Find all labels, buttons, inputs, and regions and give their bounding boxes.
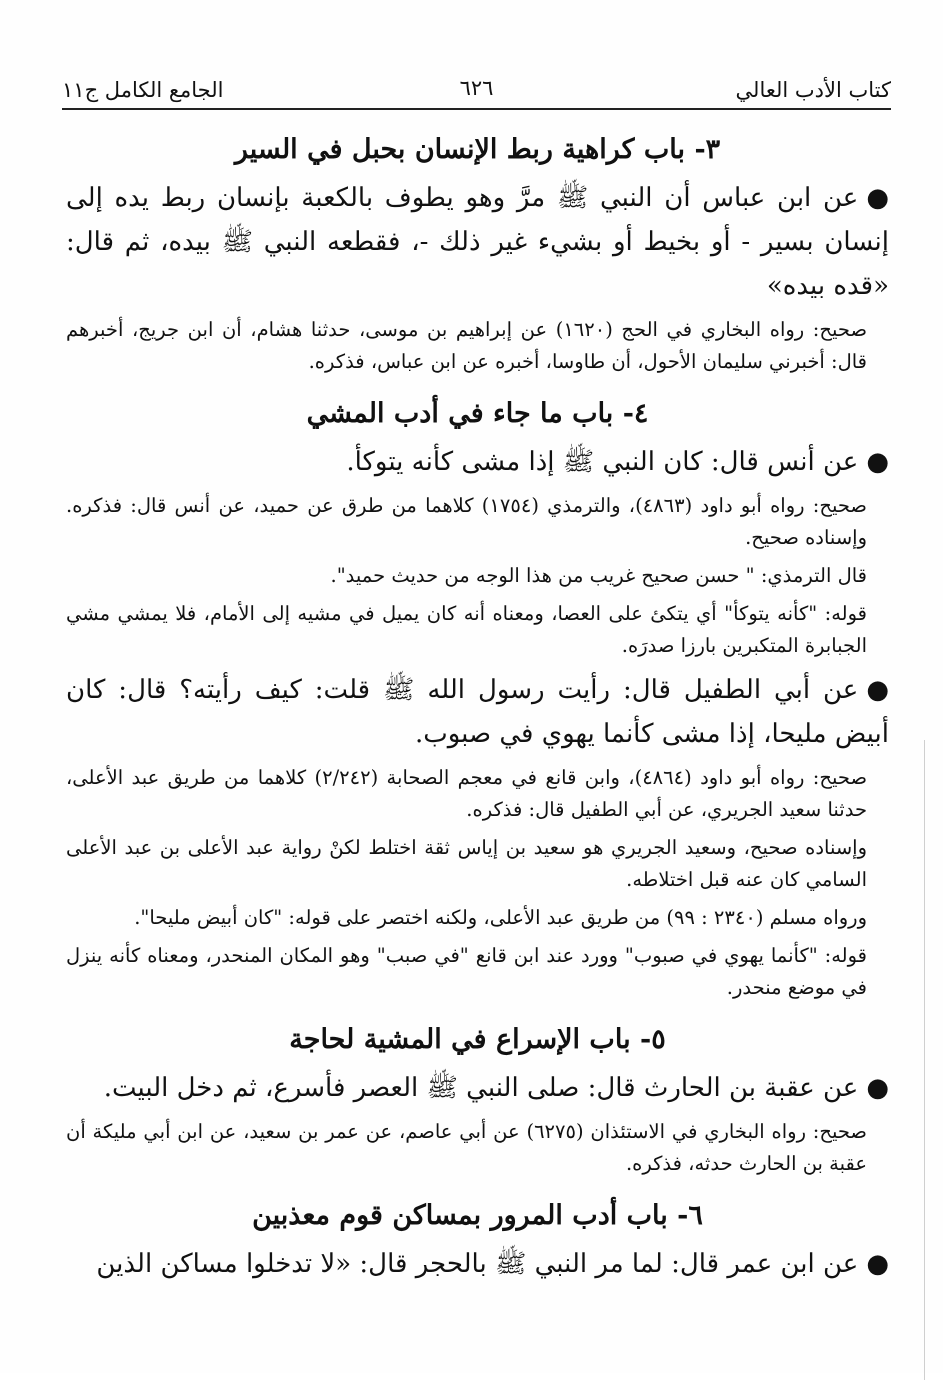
hadith-text bbox=[66, 668, 889, 756]
bullet-icon: ● bbox=[866, 447, 889, 477]
hadith-text bbox=[66, 1066, 889, 1110]
hadith-body: عن ابن عباس أن النبي ﷺ مرَّ وهو يطوف بالكعبة بإنسان ربط يده إلى إنسان بسير - أو بخيط أو بشيء غير ذلك -، فقطعه النبي ﷺ بيده، ثم قال: «قده بيده» bbox=[66, 183, 889, 301]
bullet-icon: ● bbox=[866, 1073, 889, 1103]
takhrij-note: صحيح: رواه البخاري في الاستئذان (٦٢٧٥) عن أبي عاصم، عن عمر بن سعيد، عن ابن أبي مليكة أن عقبة بن الحارث حدثه، فذكره. bbox=[66, 1120, 867, 1175]
bullet-icon: ● bbox=[866, 675, 889, 705]
chapter-heading: ٥- باب الإسراع في المشية لحاجة bbox=[289, 1024, 666, 1055]
takhrij-note: صحيح: رواه أبو داود (٤٨٦٣)، والترمذي (١٧٥٤) كلاهما من طرق عن حميد، عن أنس قال: فذكره. وإسناده صحيح. bbox=[66, 494, 867, 549]
commentary-note: وإسناده صحيح، وسعيد الجريري هو سعيد بن إياس ثقة اختلط لكنْ رواية عبد الأعلى بن عبد الأعلى السامي كان عنه قبل اختلاطه. bbox=[66, 836, 867, 891]
takhrij-note: صحيح: رواه أبو داود (٤٨٦٤)، وابن قانع في معجم الصحابة (٢/٢٤٢) كلاهما من طريق عبد الأعلى، حدثنا سعيد الجريري، عن أبي الطفيل قال: فذكره. bbox=[66, 766, 867, 821]
hadith-text bbox=[66, 440, 889, 484]
hadith-body: عن أبي الطفيل قال: رأيت رسول الله ﷺ قلت: كيف رأيته؟ قال: كان أبيض مليحا، إذا مشى كأنما يهوي في صبوب. bbox=[66, 675, 889, 749]
commentary-note: قوله: "كأنه يتوكأ" أي يتكئ على العصا، ومعناه أنه كان يميل في مشيه إلى الأمام، فلا يمشي مشي الجبابرة المتكبرين بارزا صدرَه. bbox=[66, 602, 867, 657]
chapter-heading: ٣- باب كراهية ربط الإنسان بحبل في السير bbox=[234, 134, 721, 165]
commentary-note: قوله: "كأنما يهوي في صبوب" وورد عند ابن قانع "في صبب" وهو المكان المنحدر، ومعناه كأنه ينزل في موضع منحدر. bbox=[66, 944, 867, 999]
hadith-text bbox=[66, 1242, 889, 1286]
margin-line bbox=[924, 740, 925, 1380]
book-title: كتاب الأدب العالي bbox=[735, 78, 891, 102]
header-rule bbox=[62, 108, 891, 110]
takhrij-note: صحيح: رواه البخاري في الحج (١٦٢٠) عن إبراهيم بن موسى، حدثنا هشام، أن ابن جريج، أخبرهم قال: أخبرني سليمان الأحول، أن طاوسا، أخبره عن ابن عباس، فذكره. bbox=[66, 318, 867, 373]
page-number: ٦٢٦ bbox=[459, 76, 494, 100]
page-content bbox=[66, 124, 889, 1286]
commentary-note: ورواه مسلم (٢٣٤٠ : ٩٩) من طريق عبد الأعلى، ولكنه اختصر على قوله: "كان أبيض مليحا". bbox=[134, 906, 867, 929]
bullet-icon: ● bbox=[866, 183, 889, 213]
hadith-text bbox=[66, 176, 889, 308]
commentary-note: قال الترمذي: " حسن صحيح غريب من هذا الوجه من حديث حميد". bbox=[330, 564, 867, 587]
hadith-body: عن ابن عمر قال: لما مر النبي ﷺ بالحجر قال: «لا تدخلوا مساكن الذين bbox=[96, 1249, 859, 1279]
volume-label: الجامع الكامل ج١١ bbox=[62, 78, 224, 102]
hadith-body: عن أنس قال: كان النبي ﷺ إذا مشى كأنه يتوكأ. bbox=[346, 447, 859, 477]
bullet-icon: ● bbox=[866, 1249, 889, 1279]
page-header bbox=[62, 66, 891, 102]
hadith-body: عن عقبة بن الحارث قال: صلى النبي ﷺ العصر فأسرع، ثم دخل البيت. bbox=[103, 1073, 859, 1103]
chapter-heading: ٦- باب أدب المرور بمساكن قوم معذبين bbox=[252, 1200, 703, 1231]
chapter-heading: ٤- باب ما جاء في أدب المشي bbox=[306, 398, 649, 429]
